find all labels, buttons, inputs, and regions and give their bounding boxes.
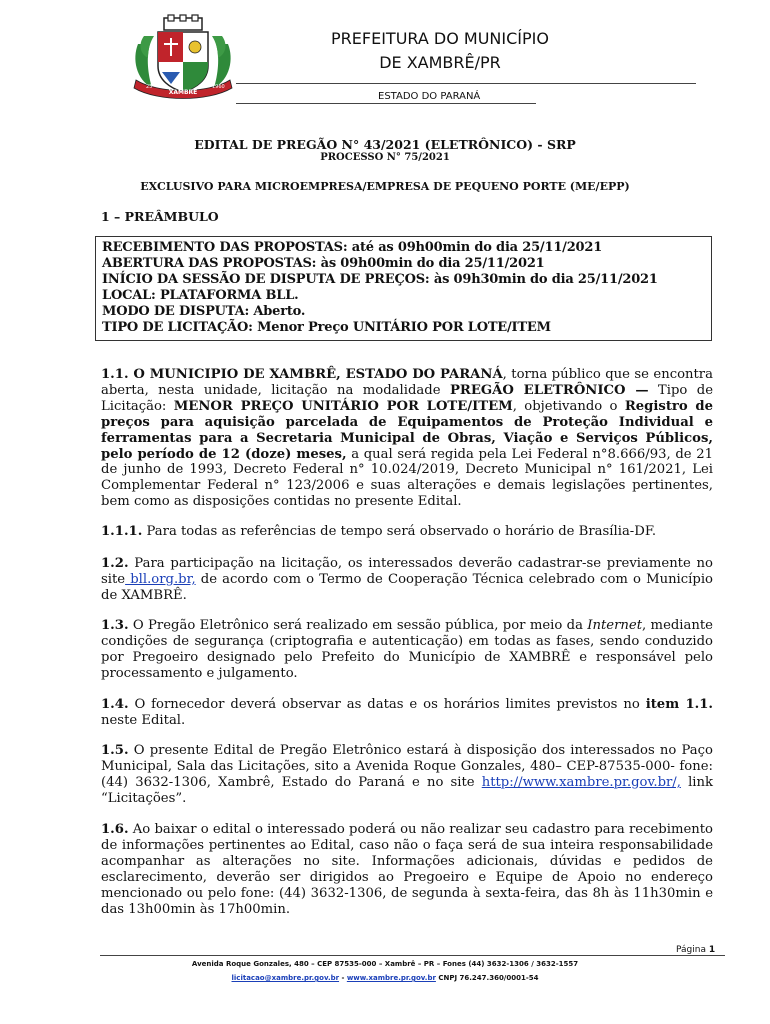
paragraph-1-1-text-a: , torna público que se encontra aberta, nesta unidade, licitação na modalidade [101, 367, 713, 398]
footer-separator: - [339, 974, 347, 982]
box-line-receipt: RECEBIMENTO DAS PROPOSTAS: até as 09h00min do dia 25/11/2021 [102, 240, 603, 255]
header-divider [236, 83, 696, 84]
footer-email-link[interactable]: licitacao@xambre.pr.gov.br [231, 974, 340, 982]
footer-cnpj: CNPJ 76.247.360/0001-54 [435, 974, 539, 982]
paragraph-1-2-text-a: Para participação na licitação, os interessados deverão cadastrar-se previamente no site [101, 556, 713, 587]
state-label: ESTADO DO PARANÁ [378, 91, 481, 102]
paragraph-1-5-text-a: O presente Edital de Pregão Eletrônico estará à disposição dos interessados no Paço Municipal, Sala das Licitações, sito a Avenida Roque Gonzales, 480– CEP-87535-000- fone:(44) 3632-1306, Xambrê, Estado do Paraná e no site [101, 743, 713, 790]
paragraph-1-1-1 [101, 524, 713, 540]
xambre-site-link[interactable]: http://www.xambre.pr.gov.br/, [481, 774, 681, 790]
paragraph-1-1 [101, 367, 713, 510]
paragraph-1-3-text-a: O Pregão Eletrônico será realizado em sessão pública, por meio da [128, 618, 588, 633]
page-number [676, 945, 715, 955]
footer-contact [0, 974, 770, 982]
box-line-dispute-start: INÍCIO DA SESSÃO DE DISPUTA DE PREÇOS: às 09h30min do dia 25/11/2021 [102, 272, 658, 287]
footer-address: Avenida Roque Gonzales, 480 – CEP 87535-000 – Xambrê – PR – Fones (44) 3632-1306 / 3632-1557 [191, 960, 579, 968]
paragraph-1-1-modality: PREGÃO ELETRÔNICO — [449, 382, 649, 398]
box-line-opening: ABERTURA DAS PROPOSTAS: às 09h00min do dia 25/11/2021 [102, 256, 545, 271]
paragraph-1-5-text-b: link “Licitações”. [101, 774, 713, 806]
paragraph-1-5 [101, 743, 713, 807]
paragraph-1-1-text-c: Tipo de Licitação: [101, 382, 713, 414]
paragraph-1-4-text-c: neste Edital. [101, 712, 186, 728]
footer-site-link[interactable]: www.xambre.pr.gov.br [346, 974, 436, 982]
paragraph-1-1-1-text: Para todas as referências de tempo será observado o horário de Brasília-DF. [142, 524, 657, 539]
paragraph-1-3-internet: Internet [587, 618, 643, 633]
paragraph-1-2-text-b: de acordo com o Termo de Cooperação Técnica celebrado com o Município de XAMBRÊ. [101, 571, 713, 603]
exclusive-notice: EXCLUSIVO PARA MICROEMPRESA/EMPRESA DE PEQUENO PORTE (ME/EPP) [140, 180, 630, 193]
state-underline [236, 103, 536, 104]
paragraph-1-6-number: 1.6. [101, 822, 129, 837]
paragraph-1-3-text-b: , mediante condições de segurança (criptografia e autenticação) em todas as fases, sendo conduzido por Pregoeiro designado pelo Prefeito do Município de XAMBRÊ e responsável pelo processamento e julgamento. [101, 618, 713, 681]
paragraph-1-2-number: 1.2. [101, 556, 129, 571]
paragraph-1-3-number: 1.3. [101, 618, 129, 633]
paragraph-1-1-text-d: , objetivando o [512, 398, 625, 414]
paragraph-1-1-1-number: 1.1.1. [101, 524, 143, 539]
paragraph-1-5-number: 1.5. [101, 743, 129, 758]
paragraph-1-4-item-ref: item 1.1. [645, 697, 713, 712]
municipality-title-line2: DE XAMBRÊ/PR [379, 53, 501, 72]
box-line-dispute-mode: MODO DE DISPUTA: Aberto. [102, 304, 306, 319]
paragraph-1-1-bid-type: MENOR PREÇO UNITÁRIO POR LOTE/ITEM [173, 398, 513, 414]
paragraph-1-4 [101, 697, 713, 729]
paragraph-1-1-object: Registro de preços para aquisição parcelada de Equipamentos de Proteção Individual e ferramentas para a Secretaria Municipal de Obras, Viação e Serviços Públicos, pelo período de 12 (doze) meses, [101, 398, 713, 462]
crest-year-right: 1960 [212, 84, 225, 90]
box-line-location: LOCAL: PLATAFORMA BLL. [102, 288, 299, 303]
municipal-crest-icon [128, 14, 238, 104]
page-label: Página [676, 945, 706, 955]
footer-divider [100, 955, 725, 956]
paragraph-1-2 [101, 556, 713, 604]
paragraph-1-4-text-a: O fornecedor deverá observar as datas e os horários limites previstos no [128, 697, 646, 712]
municipality-title-line1: PREFEITURA DO MUNICÍPIO [331, 29, 549, 48]
page-number-value: 1 [708, 945, 716, 955]
crest-year-left: 25 [146, 84, 153, 90]
box-line-bid-type: TIPO DE LICITAÇÃO: Menor Preço UNITÁRIO POR LOTE/ITEM [102, 320, 551, 335]
paragraph-1-3 [101, 618, 713, 682]
bll-site-link[interactable]: bll.org.br, [125, 571, 196, 587]
section-heading: 1 – PREÂMBULO [101, 209, 219, 224]
paragraph-1-6-text: Ao baixar o edital o interessado poderá ou não realizar seu cadastro para recebimento de informações pertinentes ao Edital, caso não o faça será de sua inteira responsabilidade acompanhar as alterações no site. Informações adicionais, dúvidas e pedidos de esclarecimento, deverão ser dirigidos ao Pregoeiro e Equipe de Apoio no endereço mencionado ou pelo fone: (44) 3632-1306, de segunda à sexta-feira, das 8h às 11h30min e das 13h00min às 17h00min. [101, 822, 713, 917]
paragraph-1-4-number: 1.4. [101, 697, 129, 712]
paragraph-1-1-text-e: a qual será regida pela Lei Federal n°8.666/93, de 21 de junho de 1993, Decreto Federal n° 10.024/2019, Decreto Municipal n° 161/2021, Lei Complementar Federal n° 123/2006 e suas alterações e demais legislações pertinentes, bem como as disposições contidas no presente Edital. [101, 446, 713, 510]
process-number: PROCESSO N° 75/2021 [320, 152, 450, 163]
paragraph-1-6 [101, 822, 713, 917]
key-dates-box [95, 236, 712, 341]
paragraph-1-1-number: 1.1. O MUNICIPIO DE XAMBRÊ, ESTADO DO PARANÁ [101, 367, 503, 382]
crest-banner-text: XAMBRÊ [168, 89, 198, 96]
notice-title: EDITAL DE PREGÃO N° 43/2021 (ELETRÔNICO) - SRP [194, 137, 576, 152]
